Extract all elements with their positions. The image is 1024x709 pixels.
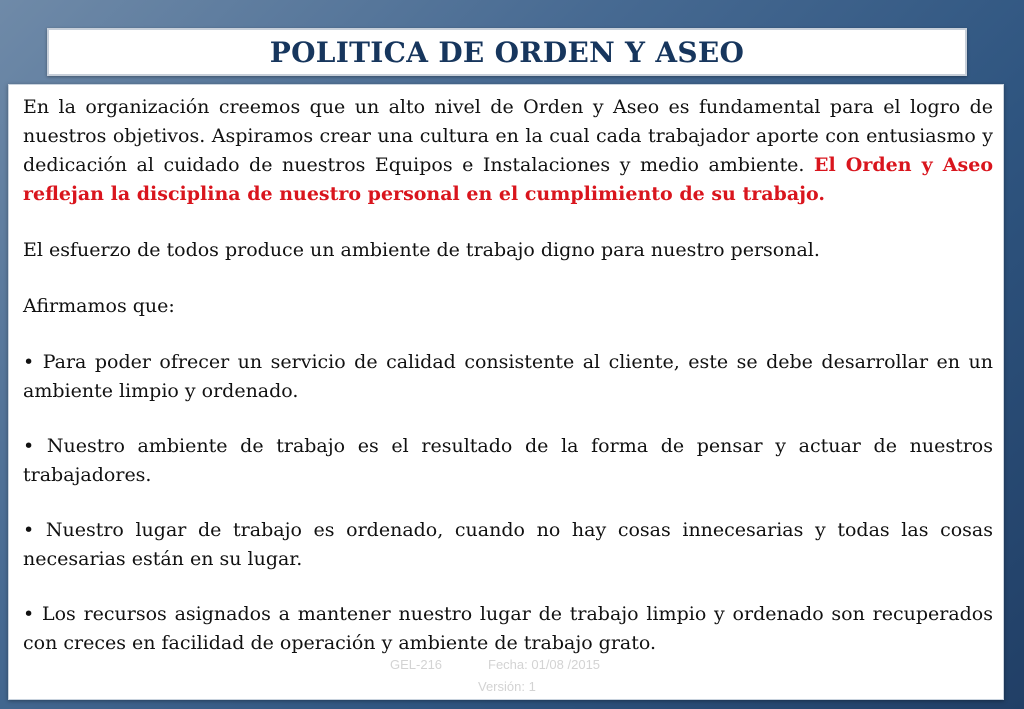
footer-date: Fecha: 01/08 /2015 bbox=[488, 657, 601, 672]
bullet-item-3: • Nuestro lugar de trabajo es ordenado, cuando no hay cosas innecesarias y todas las cosas necesarias están en su lugar. bbox=[23, 519, 993, 570]
intro-text: En la organización creemos que un alto nivel de Orden y Aseo es fundamental para el logro de nuestros objetivos. Aspiramos crear una cultura en la cual cada trabajador aporte con entusiasmo y dedicación al cuidado de nuestros Equipos e Instalaciones y medio ambiente. bbox=[23, 96, 993, 176]
page-title: POLITICA DE ORDEN Y ASEO bbox=[269, 35, 745, 69]
bullet-item-4: • Los recursos asignados a mantener nuestro lugar de trabajo limpio y ordenado son recuperados con creces en facilidad de operación y ambiente de trabajo grato. bbox=[23, 603, 993, 654]
bullet-item-1: • Para poder ofrecer un servicio de calidad consistente al cliente, este se debe desarrollar en un ambiente limpio y ordenado. bbox=[23, 351, 993, 402]
content-box bbox=[8, 84, 1004, 700]
bullet-item-2: • Nuestro ambiente de trabajo es el resultado de la forma de pensar y actuar de nuestros trabajadores. bbox=[23, 435, 993, 486]
effort-paragraph: El esfuerzo de todos produce un ambiente de trabajo digno para nuestro personal. bbox=[23, 239, 820, 261]
affirm-heading: Afirmamos que: bbox=[23, 295, 175, 317]
footer-version: Versión: 1 bbox=[478, 679, 536, 694]
intro-highlight: El Orden y Aseo reflejan la disciplina de nuestro personal en el cumplimiento de su trabajo. bbox=[23, 154, 993, 205]
title-box bbox=[47, 28, 967, 76]
intro-paragraph bbox=[23, 93, 993, 209]
footer-code: GEL-216 bbox=[390, 657, 443, 672]
